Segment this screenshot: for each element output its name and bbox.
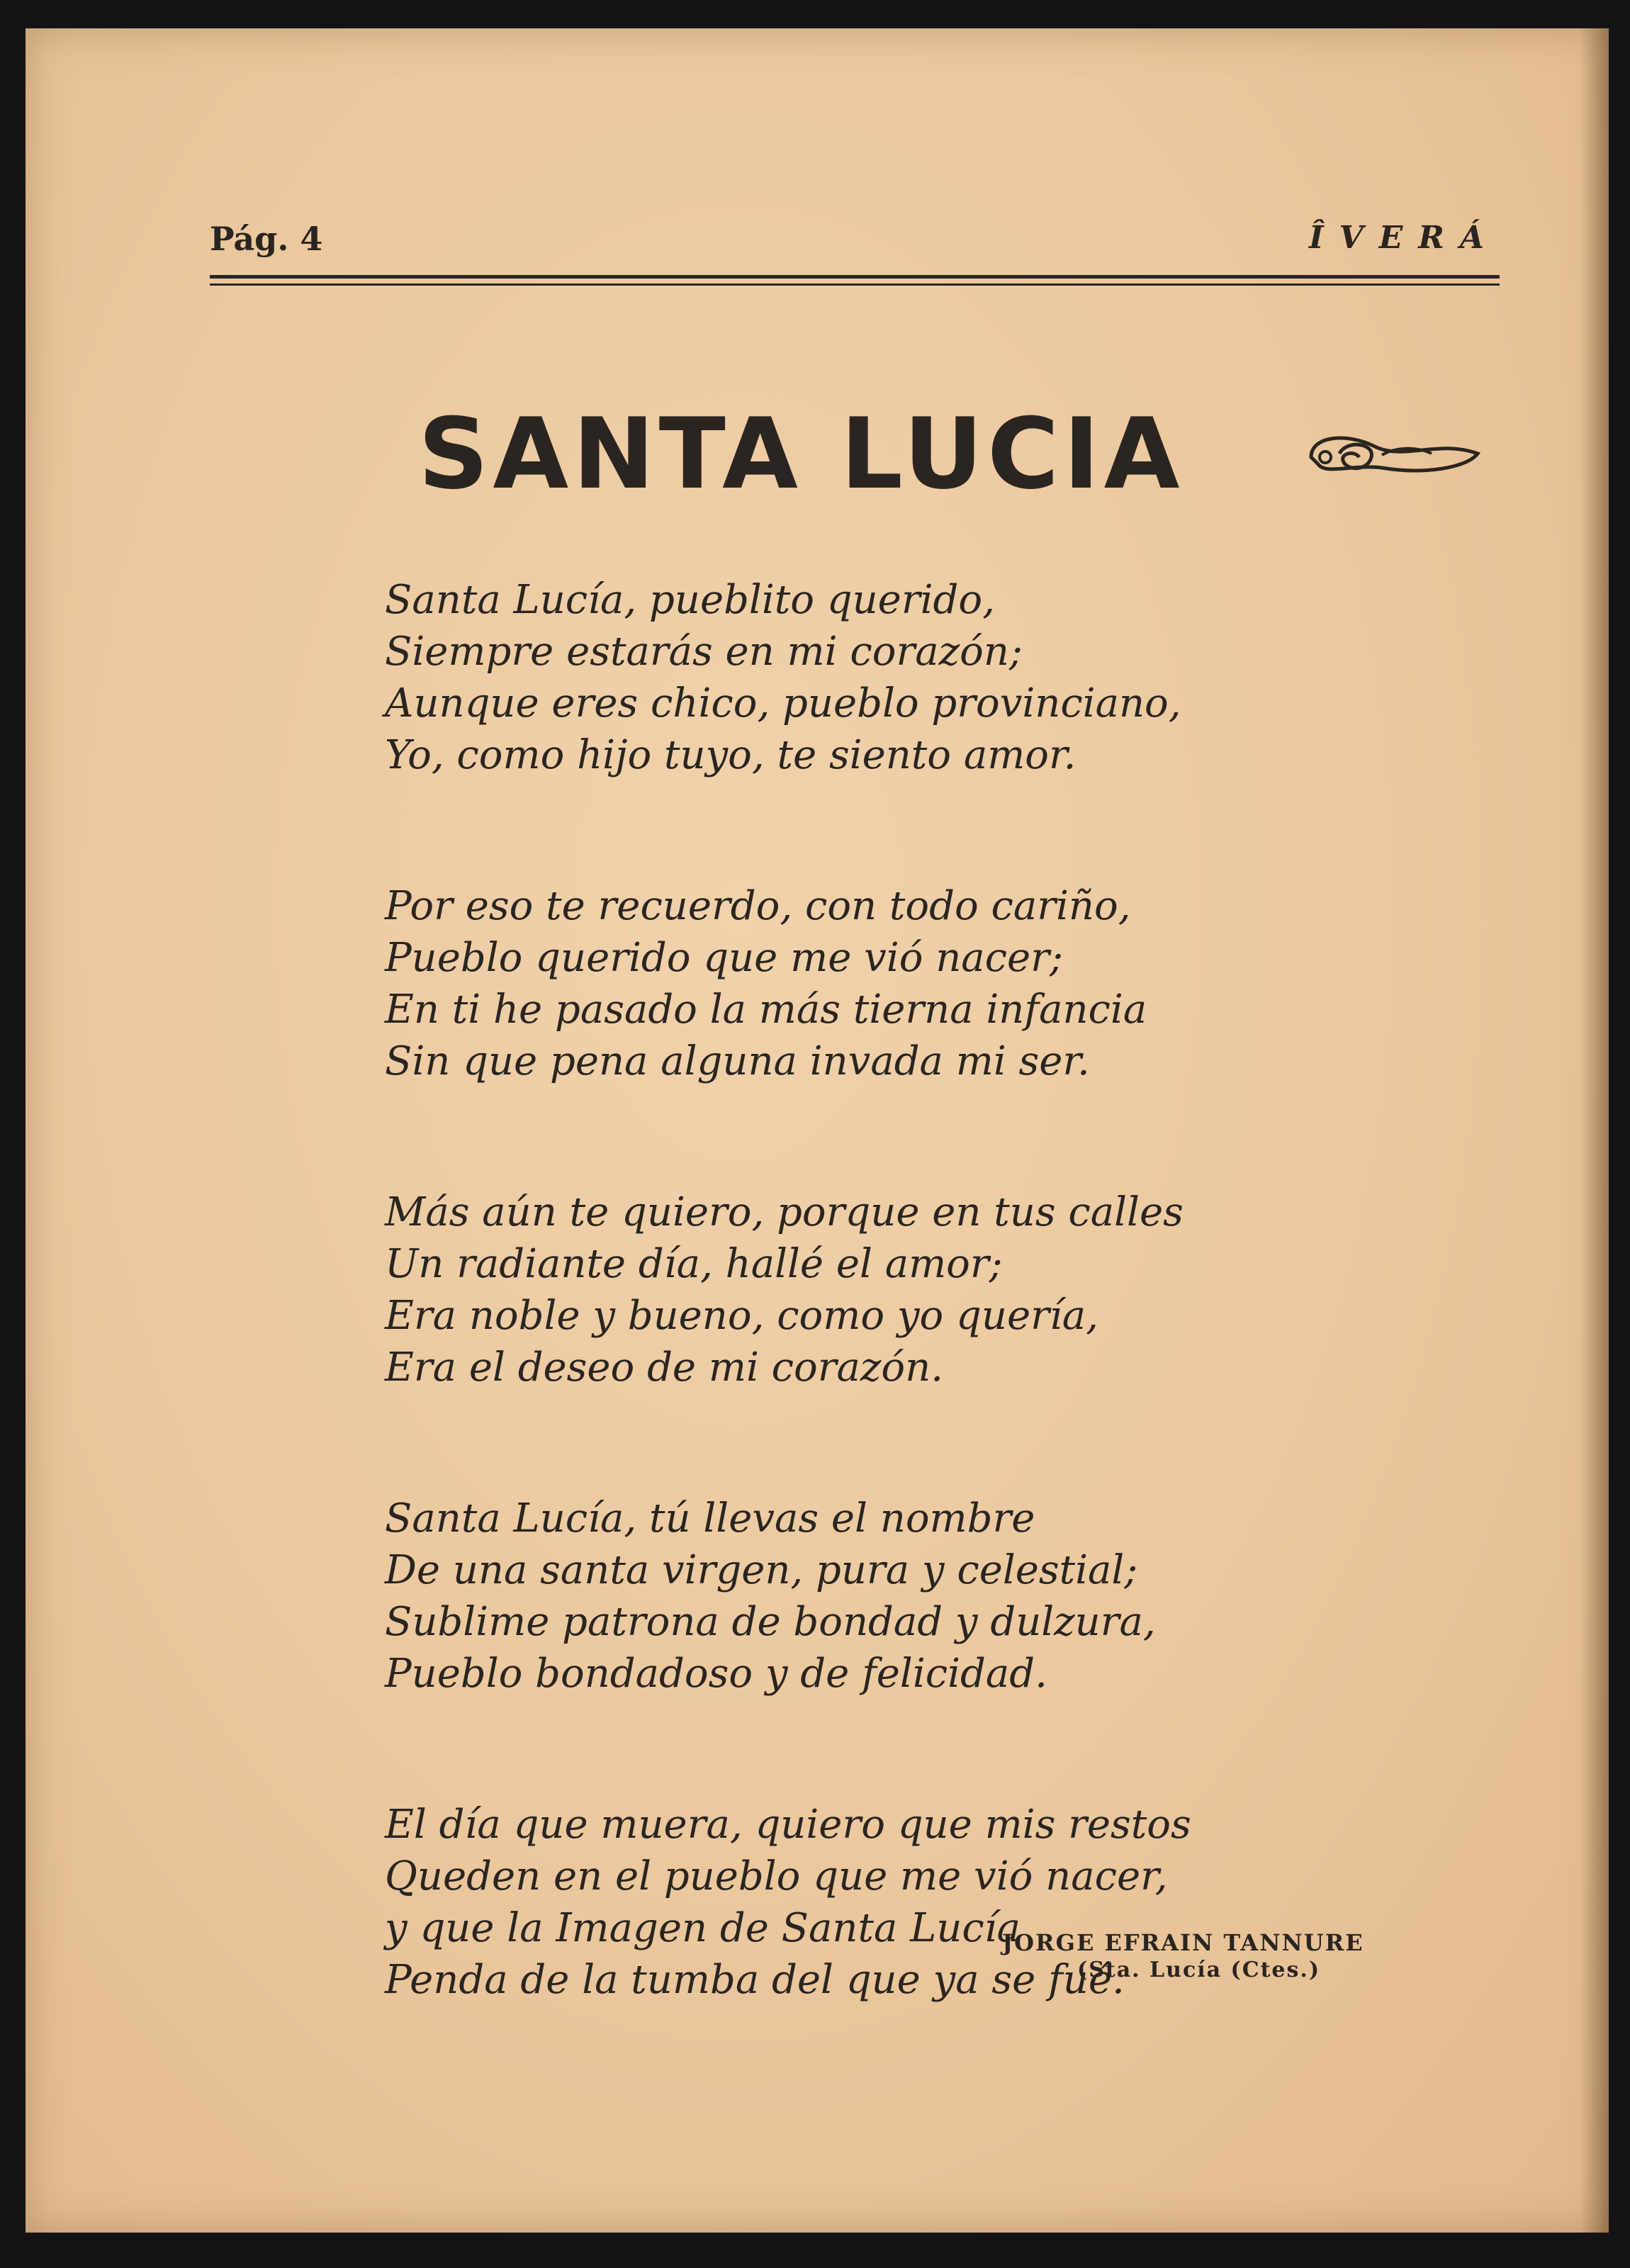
stanza bbox=[385, 574, 1306, 781]
publication-name: ÎVERÁ bbox=[1309, 220, 1500, 256]
poem-line: En ti he pasado la más tierna infancia bbox=[385, 987, 1147, 1033]
poem-line: Aunque eres chico, pueblo provinciano, bbox=[385, 680, 1181, 726]
page-header bbox=[210, 220, 1500, 262]
poem-line: Era noble y bueno, como yo quería, bbox=[385, 1293, 1098, 1339]
poem-line: Un radiante día, hallé el amor; bbox=[385, 1241, 1003, 1287]
poem-line: Pueblo bondadoso y de felicidad. bbox=[385, 1651, 1047, 1697]
page-edge-shadow bbox=[1580, 28, 1609, 2233]
header-rule-thick bbox=[210, 275, 1500, 279]
poem-line: Sin que pena alguna invada mi ser. bbox=[385, 1038, 1090, 1084]
page-number: Pág. 4 bbox=[210, 220, 323, 258]
author-location: (Sta. Lucía (Ctes.) bbox=[1077, 1958, 1321, 1982]
stanza bbox=[385, 1186, 1306, 1393]
poem-line: Queden en el pueblo que me vió nacer, bbox=[385, 1853, 1168, 1899]
poem-line: Por eso te recuerdo, con todo cariño, bbox=[385, 883, 1131, 929]
poem-line: El día que muera, quiero que mis restos bbox=[385, 1802, 1191, 1848]
poem-body bbox=[385, 574, 1306, 2105]
poem-title: SANTA LUCIA bbox=[418, 397, 1184, 511]
poem-line: Siempre estarás en mi corazón; bbox=[385, 629, 1023, 675]
stanza bbox=[385, 880, 1306, 1087]
author-name: JORGE EFRAIN TANNURE bbox=[1002, 1929, 1364, 1956]
poem-line: De una santa virgen, pura y celestial; bbox=[385, 1547, 1138, 1593]
scroll-flourish-icon bbox=[1297, 425, 1488, 489]
poem-line: y que la Imagen de Santa Lucía bbox=[385, 1905, 1021, 1951]
stanza bbox=[385, 1493, 1306, 1700]
poem-line: Santa Lucía, pueblito querido, bbox=[385, 577, 995, 623]
poem-line: Más aún te quiero, porque en tus calles bbox=[385, 1189, 1184, 1235]
poem-line: Yo, como hijo tuyo, te siento amor. bbox=[385, 732, 1077, 778]
poem-line: Santa Lucía, tú llevas el nombre bbox=[385, 1495, 1035, 1542]
poem-line: Pueblo querido que me vió nacer; bbox=[385, 935, 1063, 981]
header-rule-thin bbox=[210, 284, 1500, 286]
poem-line: Era el deseo de mi corazón. bbox=[385, 1344, 943, 1391]
poem-line: Sublime patrona de bondad y dulzura, bbox=[385, 1599, 1156, 1645]
poem-line: Penda de la tumba del que ya se fué. bbox=[385, 1957, 1125, 2003]
